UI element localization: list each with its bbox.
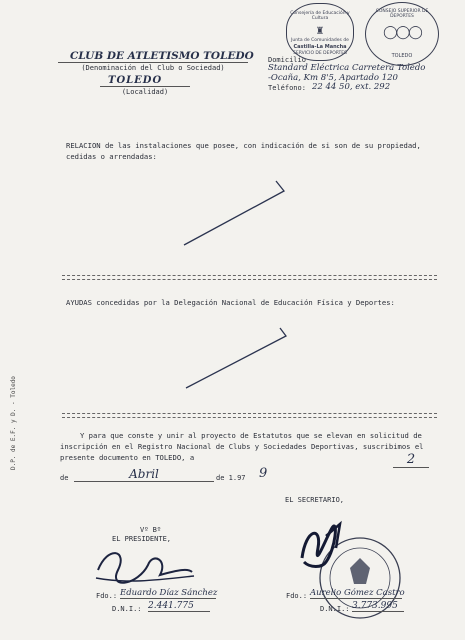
date-day: 2 <box>393 452 429 468</box>
domicile-label: Domicilio <box>268 56 306 64</box>
president-dni-label: D.N.I.: <box>112 605 142 613</box>
vb-label: Vº Bº <box>140 526 162 534</box>
locality-caption: (Localidad) <box>100 86 190 97</box>
aid-text: AYUDAS concedidas por la Delegación Nacional de Educación Física y Deportes: <box>66 298 395 307</box>
section-divider-1b <box>62 279 437 280</box>
council-stamp <box>365 2 439 66</box>
domicile-line2: -Ocaña, Km 8'5, Apartado 120 <box>268 73 398 83</box>
education-stamp-bottom: SERVICIO DE DEPORTES <box>293 51 347 56</box>
locality-name: TOLEDO <box>108 75 163 86</box>
domicile-line1: Standard Eléctrica Carretera Toledo <box>268 63 426 73</box>
olympic-rings-icon: ◯◯◯ <box>383 25 421 40</box>
club-name: CLUB DE ATLETISMO TOLEDO <box>70 50 254 62</box>
education-stamp-region: Castilla-La Mancha <box>293 44 347 50</box>
secretary-name: Aurelio Gómez Castro <box>310 588 405 598</box>
phone-label: Teléfono: <box>268 84 306 92</box>
section-divider-2b <box>62 417 437 418</box>
date-de-1: de <box>60 474 69 482</box>
education-stamp-top: Consejería de Educación y Cultura <box>290 11 350 21</box>
installations-text: RELACION de las instalaciones que posee, con indicación de si son de su propiedad, cedidas o arrendadas: <box>66 141 421 161</box>
aid-strike-mark <box>180 322 300 397</box>
secretary-title: EL SECRETARIO, <box>285 496 345 504</box>
phone-value: 22 44 50, ext. 292 <box>312 82 391 92</box>
date-month: Abril <box>74 467 214 482</box>
secretary-dni: 3.773.995 <box>352 601 404 612</box>
installations-strike-mark <box>180 175 300 250</box>
section-divider-2 <box>62 413 437 414</box>
date-year-digit: 9 <box>259 466 268 481</box>
president-dni: 2.441.775 <box>148 601 210 612</box>
secretary-fdo-label: Fdo.: <box>286 592 308 600</box>
crest-icon: ♜ <box>315 26 325 37</box>
council-stamp-ring: CONSEJO SUPERIOR DE DEPORTES <box>375 9 429 19</box>
secretary-dni-label: D.N.I.: <box>320 605 350 613</box>
closing-text: Y para que conste y unir al proyecto de Estatutos que se elevan en solicitud de inscripción en el Registro Nacional de Clubs y Sociedades Deportivas, suscribimos el presente documento en TOLEDO, a <box>60 431 424 462</box>
president-signature <box>88 540 198 590</box>
section-divider-1 <box>62 275 437 276</box>
club-caption: (Denominación del Club o Sociedad) <box>58 62 248 73</box>
education-stamp-mid: Junta de Comunidades de <box>291 38 349 43</box>
president-title: EL PRESIDENTE, <box>112 535 172 543</box>
president-name: Eduardo Díaz Sánchez <box>120 588 218 598</box>
president-fdo-label: Fdo.: <box>96 592 118 600</box>
margin-text: D.P. de E.F. y D. - Toledo <box>10 376 17 470</box>
date-de-2: de 1.97 <box>216 474 246 482</box>
council-stamp-city: TOLEDO <box>391 53 413 59</box>
education-stamp <box>286 3 354 61</box>
